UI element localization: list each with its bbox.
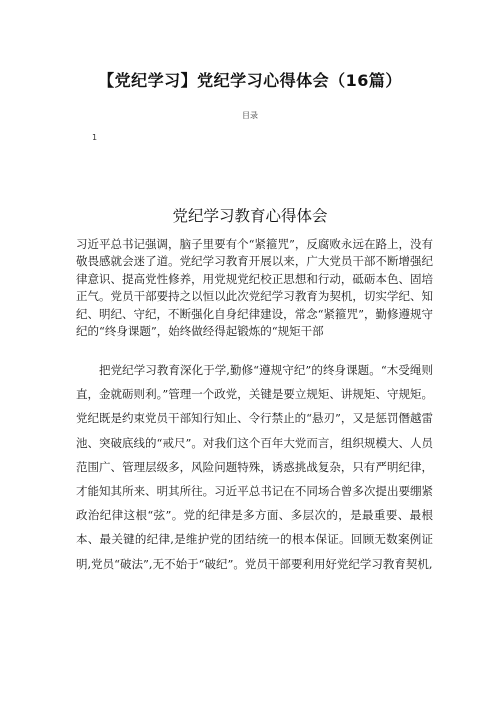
- document-title: 【党纪学习】党纪学习心得体会（16篇）: [98, 71, 402, 90]
- section-title: 党纪学习教育心得体会: [172, 207, 328, 225]
- intro-paragraph: 习近平总书记强调，脑子里要有个“紧箍咒”，反腐败永远在路上，没有敬畏感就会迷了道。党纪学习教育开展以来，广大党员干部不断增强纪律意识、提高党性修养，用党规党纪校正思想和行动，砥砺本色、固培正气。党员干部要持之以恒以此次党纪学习教育为契机，切实学纪、知纪、明纪、守纪，不断强化自身纪律建设，常念“紧箍咒”，勤修遵规守纪的“终身课题”，始终做经得起锻炼的“规矩干部: [76, 237, 433, 339]
- toc-entry: 1: [92, 133, 98, 142]
- toc-heading: 目录: [242, 111, 258, 120]
- body-paragraph: 把党纪学习教育深化于学,勤修“遵规守纪”的终身课题。“木受绳则直，金就砺则利。”管理一个政党，关键是要立规矩、讲规矩、守规矩。党纪既是约束党员干部知行知止、令行禁止的“悬刃”，又是惩罚僭越雷池、突破底线的“戒尺”。对我们这个百年大党而言，组织规模大、人员范围广、管理层级多，风险问题特殊，诱惑挑战复杂，只有严明纪律，才能知其所来、明其所往。习近平总书记在不同场合曾多次提出要绷紧政治纪律这根“弦”。党的纪律是多方面、多层次的，是最重要、最根本、最关键的纪律,是维护党的团结统一的根本保证。回顾无数案例证明,党员“破法”,无不始于“破纪”。党员干部要利用好党纪学习教育契机,: [76, 363, 433, 571]
